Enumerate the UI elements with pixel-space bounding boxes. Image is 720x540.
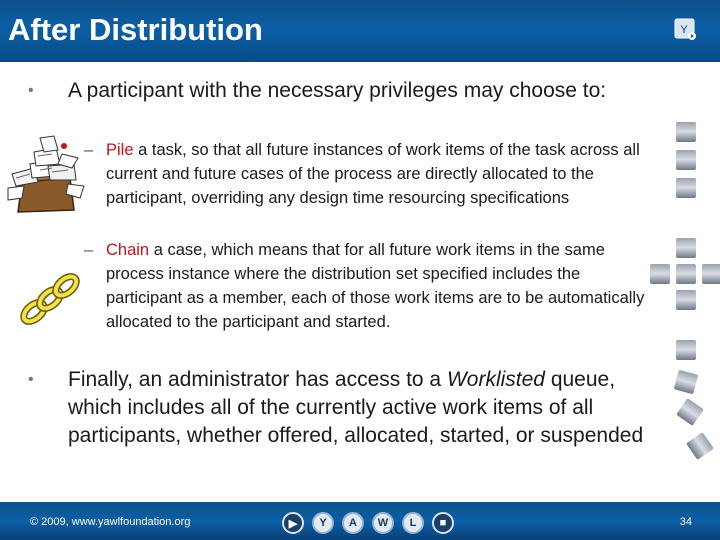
nav-button-l[interactable]: L	[402, 512, 424, 534]
decorative-square	[676, 340, 696, 360]
decorative-square	[650, 264, 670, 284]
decorative-square	[676, 122, 696, 142]
final-text-end: queue, which includes all of the currently active work items of all participants, whether offered, allocated, started, or suspended	[68, 368, 644, 447]
dash-marker: –	[84, 141, 94, 159]
yawl-logo-icon	[672, 17, 698, 43]
svg-text:Y: Y	[680, 24, 688, 36]
sub-bullet-pile	[84, 138, 654, 210]
play-icon[interactable]: ▶	[282, 512, 304, 534]
copyright-text: © 2009, www.yawlfoundation.org	[30, 516, 191, 528]
decorative-square	[676, 238, 696, 258]
pile-of-papers-icon	[4, 134, 88, 216]
nav-button-y[interactable]: Y	[312, 512, 334, 534]
stop-icon[interactable]: ■	[432, 512, 454, 534]
bullet-marker: •	[28, 371, 34, 388]
nav-button-a[interactable]: A	[342, 512, 364, 534]
page-number: 34	[679, 516, 692, 528]
nav-button-w[interactable]: W	[372, 512, 394, 534]
title-bar	[0, 0, 720, 62]
bullet-intro	[28, 78, 658, 104]
decorative-square	[702, 264, 720, 284]
final-text-start: Finally, an administrator has access to a	[68, 368, 447, 391]
decorative-square	[676, 264, 696, 284]
decorative-square	[676, 178, 696, 198]
slide-navigation	[282, 512, 462, 534]
keyword-pile: Pile	[106, 141, 134, 159]
worklisted-term: Worklisted	[446, 368, 545, 391]
sub-bullet-chain	[84, 238, 654, 334]
chain-link-icon	[18, 272, 82, 326]
slide-title: After Distribution	[8, 12, 263, 47]
keyword-chain: Chain	[106, 241, 150, 259]
dash-marker: –	[84, 241, 94, 259]
bullet-final	[28, 366, 648, 450]
decorative-square	[676, 290, 696, 310]
bullet-marker: •	[28, 82, 34, 99]
decorative-square	[676, 150, 696, 170]
footer-bar	[0, 502, 720, 540]
bullet-intro-text: A participant with the necessary privileges may choose to:	[68, 79, 607, 102]
chain-description: a case, which means that for all future work items in the same process instance where the distribution set specified includes the participant as a member, each of those work items are to be automatically allocated to the participant and started.	[106, 241, 645, 331]
pile-description: a task, so that all future instances of work items of the task across all current and future cases of the process are directly allocated to the participant, overriding any design time resourcing specifications	[106, 141, 640, 207]
